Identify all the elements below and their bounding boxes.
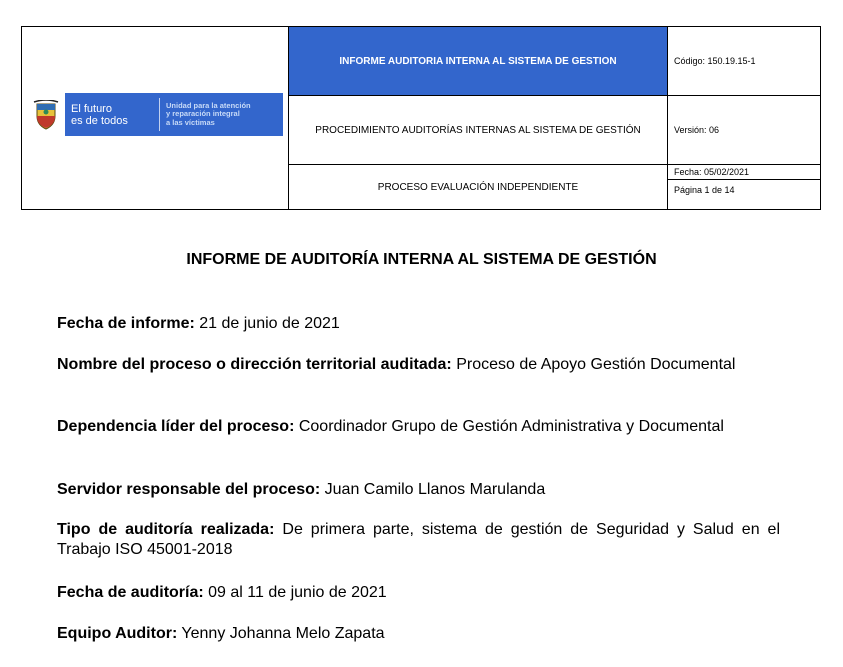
field-audit-team [57,624,780,644]
logo-divider [159,98,160,131]
procedure-name: PROCEDIMIENTO AUDITORÍAS INTERNAS AL SISTEMA DE GESTIÓN [289,96,668,165]
field-report-date [57,314,780,334]
entity-line-1: Unidad para la atención [166,100,251,110]
page-number: Página 1 de 14 [674,185,735,195]
slogan [71,103,159,127]
document-code: Código: 150.19.15-1 [668,27,821,96]
slogan-line-2: es de todos [71,114,128,127]
field-label: Dependencia líder del proceso: [57,418,295,435]
field-process-name [57,355,780,375]
field-label: Fecha de auditoría: [57,584,204,601]
field-audit-type [57,520,780,560]
field-value: Proceso de Apoyo Gestión Documental [451,356,736,373]
document-version: Versión: 06 [668,96,821,165]
coat-of-arms-icon [27,93,65,136]
header-title: INFORME AUDITORIA INTERNA AL SISTEMA DE GESTION [289,27,668,96]
field-value: Yenny Johanna Melo Zapata [177,625,385,642]
field-value: Coordinador Grupo de Gestión Administrativa y Documental [294,418,724,435]
field-lead-dependency [57,417,780,437]
field-label: Nombre del proceso o dirección territorial auditada: [57,356,452,373]
field-responsible-officer [57,480,780,500]
field-value: De primera parte, sistema de gestión de Seguridad y Salud en el Trabajo ISO 45001-2018 [57,521,781,558]
field-label: Servidor responsable del proceso: [57,481,321,498]
document-header-table [21,26,821,210]
date-page-cell [668,165,821,210]
field-label: Fecha de informe: [57,315,195,332]
document-date: Fecha: 05/02/2021 [668,165,820,180]
document-title: INFORME DE AUDITORÍA INTERNA AL SISTEMA DE GESTIÓN [186,251,657,268]
entity-line-2: y reparación integral [166,109,240,119]
field-value: Juan Camilo Llanos Marulanda [320,481,546,498]
entity-name [166,102,251,128]
field-audit-date [57,583,780,603]
entity-line-3: a las víctimas [166,117,215,127]
process-name: PROCESO EVALUACIÓN INDEPENDIENTE [289,165,668,210]
entity-logo [27,93,283,136]
logo-cell [22,27,289,210]
slogan-line-1: El futuro [71,102,112,115]
field-value: 09 al 11 de junio de 2021 [203,584,387,601]
field-label: Equipo Auditor: [57,625,178,642]
field-value: 21 de junio de 2021 [194,315,340,332]
field-label: Tipo de auditoría realizada: [57,521,275,538]
